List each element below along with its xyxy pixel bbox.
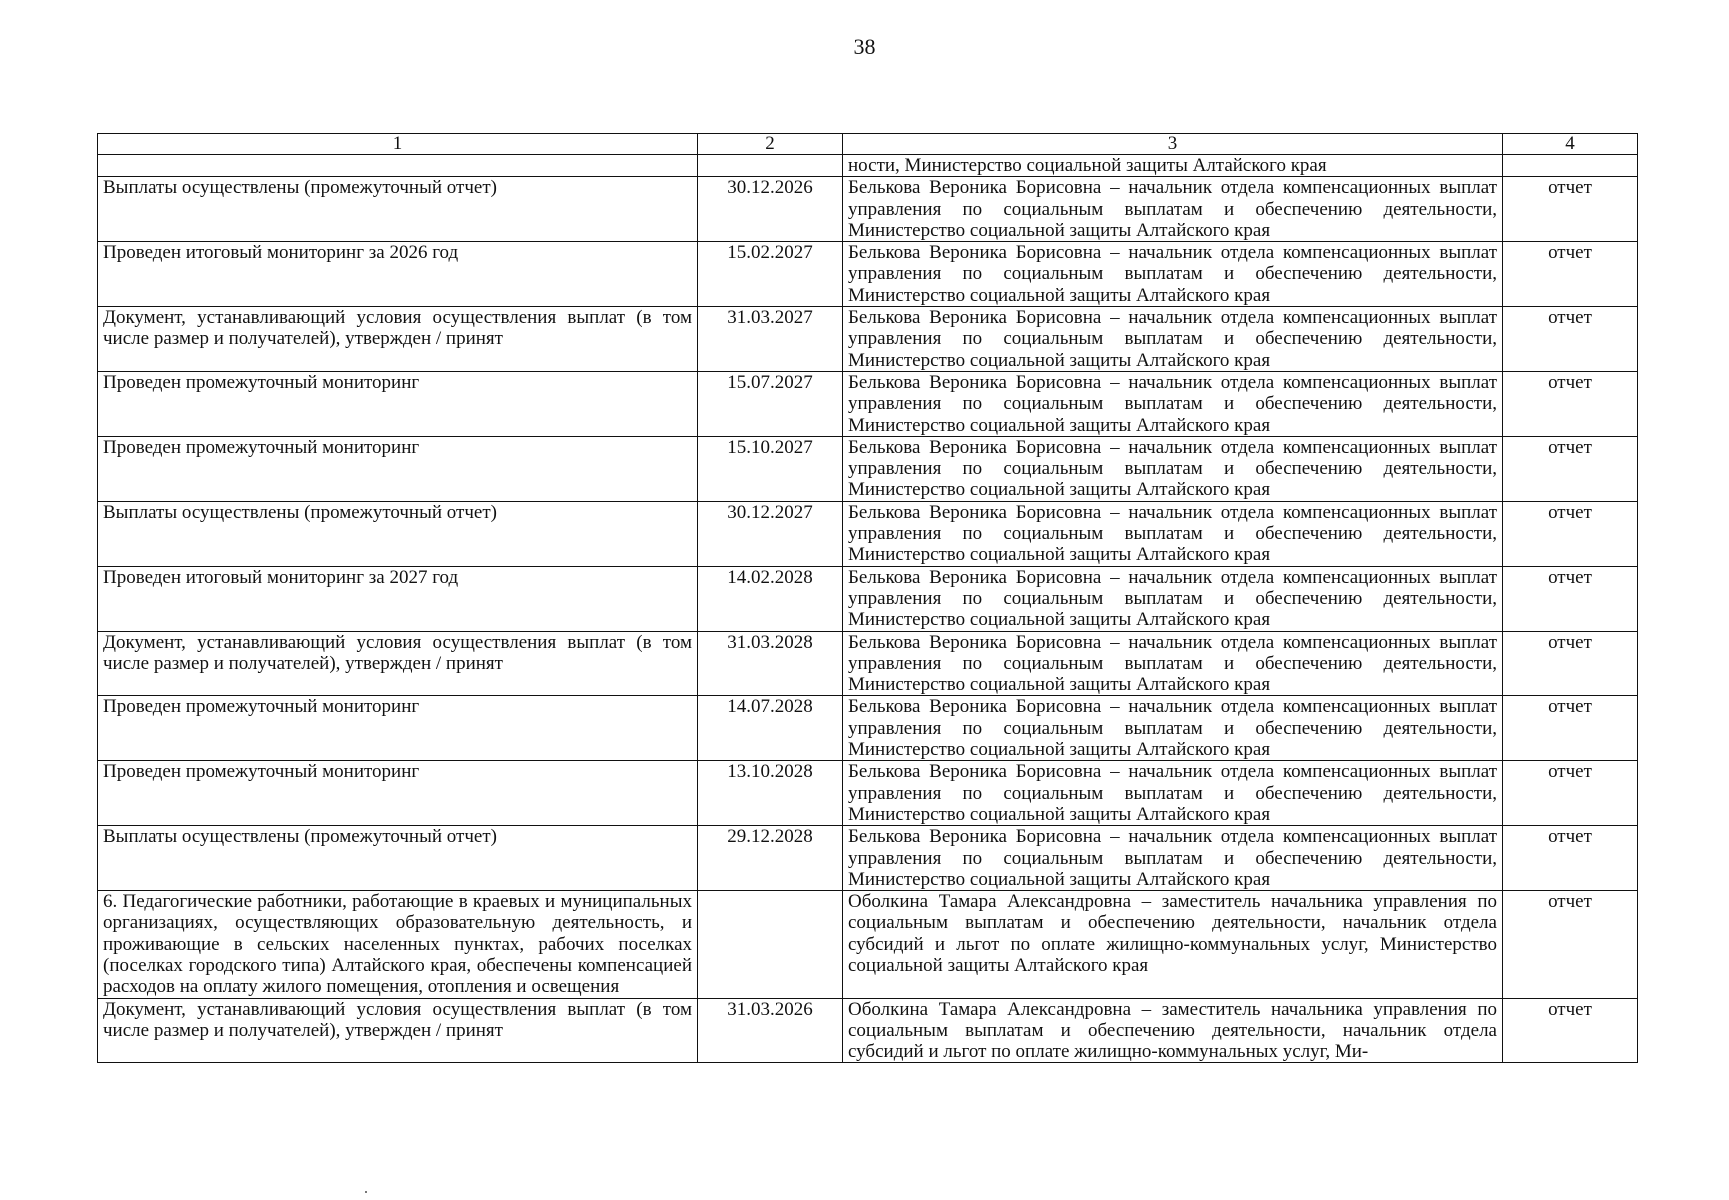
result-cell: отчет [1503,631,1638,696]
date-cell: 14.02.2028 [698,566,843,631]
result-cell: отчет [1503,501,1638,566]
column-header-1: 1 [98,134,698,155]
plan-table [97,133,1638,1063]
result-cell: отчет [1503,566,1638,631]
event-cell: Проведен итоговый мониторинг за 2027 год [98,566,698,631]
event-cell [98,155,698,177]
event-cell: Проведен промежуточный мониторинг [98,371,698,436]
result-cell: отчет [1503,436,1638,501]
responsible-cell: Белькова Вероника Борисовна – начальник отдела компенсационных выплат управления по социальным выплатам и обеспечению деятельности, Министерство социальной защиты Алтайского края [843,242,1503,307]
date-cell: 31.03.2026 [698,998,843,1063]
responsible-cell: Оболкина Тамара Александровна – заместитель начальника управления по социальным выплатам и обеспечению деятельности, начальник отдела субсидий и льгот по оплате жилищно-коммунальных услуг, Ми- [843,998,1503,1063]
date-cell: 31.03.2027 [698,307,843,372]
result-cell: отчет [1503,761,1638,826]
table-row [98,307,1638,372]
column-header-2: 2 [698,134,843,155]
responsible-cell: Белькова Вероника Борисовна – начальник отдела компенсационных выплат управления по социальным выплатам и обеспечению деятельности, Министерство социальной защиты Алтайского края [843,631,1503,696]
event-cell: Документ, устанавливающий условия осуществления выплат (в том числе размер и получателей), утвержден / принят [98,631,698,696]
result-cell: отчет [1503,242,1638,307]
table-row [98,891,1638,998]
table-row [98,371,1638,436]
result-cell: отчет [1503,998,1638,1063]
result-cell: отчет [1503,177,1638,242]
table-row [98,696,1638,761]
event-cell: Проведен итоговый мониторинг за 2026 год [98,242,698,307]
date-cell: 29.12.2028 [698,826,843,891]
date-cell: 15.07.2027 [698,371,843,436]
table-header [98,134,1638,155]
responsible-cell: Оболкина Тамара Александровна – заместитель начальника управления по социальным выплатам и обеспечению деятельности, начальник отдела субсидий и льгот по оплате жилищно-коммунальных услуг, Министерство социальной защиты Алтайского края [843,891,1503,998]
column-header-4: 4 [1503,134,1638,155]
event-cell: Выплаты осуществлены (промежуточный отчет) [98,826,698,891]
responsible-cell: Белькова Вероника Борисовна – начальник отдела компенсационных выплат управления по социальным выплатам и обеспечению деятельности, Министерство социальной защиты Алтайского края [843,177,1503,242]
table-row [98,566,1638,631]
responsible-cell: Белькова Вероника Борисовна – начальник отдела компенсационных выплат управления по социальным выплатам и обеспечению деятельности, Министерство социальной защиты Алтайского края [843,696,1503,761]
responsible-cell: ности, Министерство социальной защиты Алтайского края [843,155,1503,177]
table-row-last [98,998,1638,1063]
event-cell: Выплаты осуществлены (промежуточный отчет) [98,177,698,242]
date-cell: 14.07.2028 [698,696,843,761]
date-cell: 13.10.2028 [698,761,843,826]
date-cell: 30.12.2027 [698,501,843,566]
date-cell: 30.12.2026 [698,177,843,242]
responsible-cell: Белькова Вероника Борисовна – начальник отдела компенсационных выплат управления по социальным выплатам и обеспечению деятельности, Министерство социальной защиты Алтайского края [843,501,1503,566]
table-body [98,155,1638,1063]
result-cell: отчет [1503,891,1638,998]
scan-speck [365,1191,367,1193]
date-cell: 15.10.2027 [698,436,843,501]
event-cell: Проведен промежуточный мониторинг [98,761,698,826]
table-row [98,826,1638,891]
event-cell: 6. Педагогические работники, работающие в краевых и муниципальных организациях, осуществляющих образовательную деятельность, и проживающие в сельских населенных пунктах, рабочих поселках (поселках городского типа) Алтайского края, обеспечены компенсацией расходов на оплату жилого помещения, отопления и освещения [98,891,698,998]
responsible-cell: Белькова Вероника Борисовна – начальник отдела компенсационных выплат управления по социальным выплатам и обеспечению деятельности, Министерство социальной защиты Алтайского края [843,761,1503,826]
table-row [98,177,1638,242]
result-cell: отчет [1503,371,1638,436]
responsible-cell: Белькова Вероника Борисовна – начальник отдела компенсационных выплат управления по социальным выплатам и обеспечению деятельности, Министерство социальной защиты Алтайского края [843,307,1503,372]
table-row [98,501,1638,566]
responsible-cell: Белькова Вероника Борисовна – начальник отдела компенсационных выплат управления по социальным выплатам и обеспечению деятельности, Министерство социальной защиты Алтайского края [843,371,1503,436]
table-row [98,631,1638,696]
result-cell: отчет [1503,696,1638,761]
date-cell: 31.03.2028 [698,631,843,696]
responsible-cell: Белькова Вероника Борисовна – начальник отдела компенсационных выплат управления по социальным выплатам и обеспечению деятельности, Министерство социальной защиты Алтайского края [843,566,1503,631]
event-cell: Проведен промежуточный мониторинг [98,696,698,761]
page-number: 38 [853,34,876,59]
responsible-cell: Белькова Вероника Борисовна – начальник отдела компенсационных выплат управления по социальным выплатам и обеспечению деятельности, Министерство социальной защиты Алтайского края [843,826,1503,891]
table-row [98,761,1638,826]
responsible-cell: Белькова Вероника Борисовна – начальник отдела компенсационных выплат управления по социальным выплатам и обеспечению деятельности, Министерство социальной защиты Алтайского края [843,436,1503,501]
column-header-3: 3 [843,134,1503,155]
event-cell: Документ, устанавливающий условия осуществления выплат (в том числе размер и получателей), утвержден / принят [98,998,698,1063]
event-cell: Документ, устанавливающий условия осуществления выплат (в том числе размер и получателей), утвержден / принят [98,307,698,372]
table-row [98,242,1638,307]
result-cell: отчет [1503,307,1638,372]
table-row [98,436,1638,501]
table-row-continuation [98,155,1638,177]
event-cell: Выплаты осуществлены (промежуточный отчет) [98,501,698,566]
date-cell [698,155,843,177]
date-cell [698,891,843,998]
result-cell [1503,155,1638,177]
result-cell: отчет [1503,826,1638,891]
date-cell: 15.02.2027 [698,242,843,307]
event-cell: Проведен промежуточный мониторинг [98,436,698,501]
